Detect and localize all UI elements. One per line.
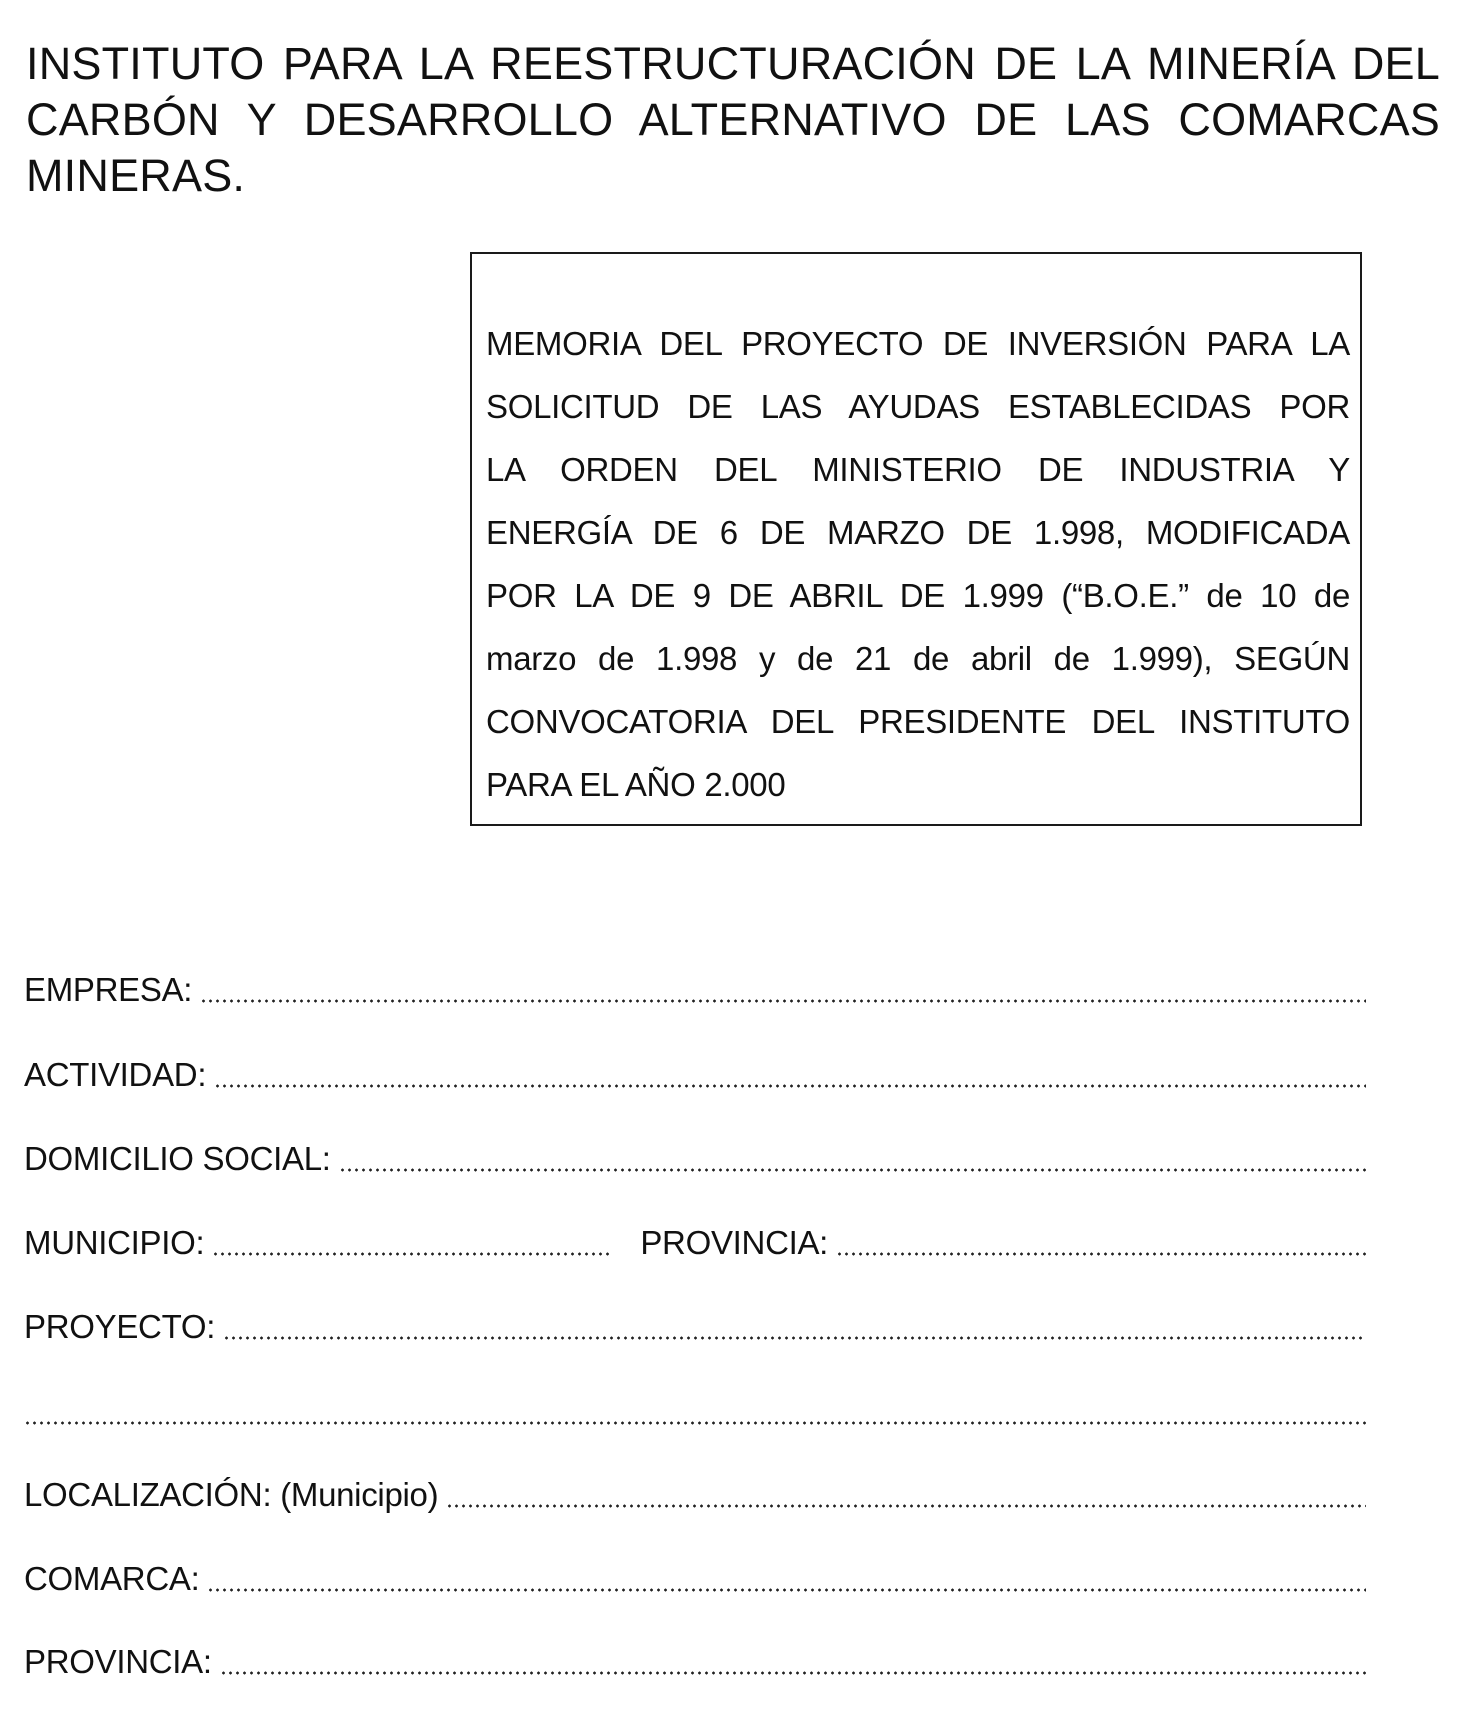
- empresa-field-row: [24, 966, 1366, 1010]
- localizacion-field-row: [24, 1471, 1366, 1515]
- memoria-text: [486, 312, 1350, 816]
- empresa-label: EMPRESA:: [24, 971, 193, 1008]
- memo-line-6: marzo de 1.998 y de 21 de abril de 1.999), SEGÚN: [486, 640, 1350, 677]
- memoria-description-box: [470, 252, 1362, 826]
- provincia-field-row: [24, 1638, 1366, 1682]
- memo-line-2: SOLICITUD DE LAS AYUDAS ESTABLECIDAS POR: [486, 388, 1350, 425]
- actividad-fill-line[interactable]: [214, 1084, 1366, 1088]
- domicilio-social-label: DOMICILIO SOCIAL:: [24, 1140, 331, 1177]
- provincia-inline-label: PROVINCIA:: [640, 1224, 829, 1261]
- actividad-field-row: [24, 1051, 1366, 1095]
- localizacion-label: LOCALIZACIÓN: (Municipio): [24, 1476, 439, 1513]
- provincia-inline-fill-line[interactable]: [836, 1252, 1366, 1256]
- municipio-provincia-field-row: [24, 1219, 1366, 1263]
- proyecto-fill-line[interactable]: [223, 1336, 1366, 1340]
- proyecto-continuation-row: [24, 1388, 1366, 1432]
- memo-line-8: PARA EL AÑO 2.000: [486, 766, 786, 803]
- title-line-3: MINERAS.: [26, 150, 246, 201]
- empresa-fill-line[interactable]: [200, 999, 1366, 1003]
- memo-line-4: ENERGÍA DE 6 DE MARZO DE 1.998, MODIFICADA: [486, 514, 1350, 551]
- domicilio-social-field-row: [24, 1135, 1366, 1179]
- memo-line-3: LA ORDEN DEL MINISTERIO DE INDUSTRIA Y: [486, 451, 1350, 488]
- document-title: [26, 36, 1440, 204]
- provincia-label: PROVINCIA:: [24, 1643, 212, 1680]
- title-line-1: INSTITUTO PARA LA REESTRUCTURACIÓN DE LA MINERÍA DEL: [26, 38, 1440, 89]
- domicilio-social-fill-line[interactable]: [339, 1168, 1366, 1172]
- municipio-label: MUNICIPIO:: [24, 1224, 205, 1261]
- comarca-label: COMARCA:: [24, 1560, 200, 1597]
- memo-line-5: POR LA DE 9 DE ABRIL DE 1.999 (“B.O.E.” de 10 de: [486, 577, 1350, 614]
- proyecto-field-row: [24, 1303, 1366, 1347]
- title-line-2: CARBÓN Y DESARROLLO ALTERNATIVO DE LAS COMARCAS: [26, 94, 1440, 145]
- proyecto-label: PROYECTO:: [24, 1308, 216, 1345]
- actividad-label: ACTIVIDAD:: [24, 1056, 207, 1093]
- provincia-fill-line[interactable]: [220, 1671, 1366, 1675]
- proyecto-continuation-fill-line[interactable]: [24, 1421, 1366, 1425]
- memo-line-1: MEMORIA DEL PROYECTO DE INVERSIÓN PARA LA: [486, 325, 1350, 362]
- comarca-fill-line[interactable]: [207, 1588, 1366, 1592]
- municipio-fill-line[interactable]: [212, 1252, 612, 1256]
- comarca-field-row: [24, 1555, 1366, 1599]
- localizacion-fill-line[interactable]: [446, 1504, 1366, 1508]
- memo-line-7: CONVOCATORIA DEL PRESIDENTE DEL INSTITUTO: [486, 703, 1350, 740]
